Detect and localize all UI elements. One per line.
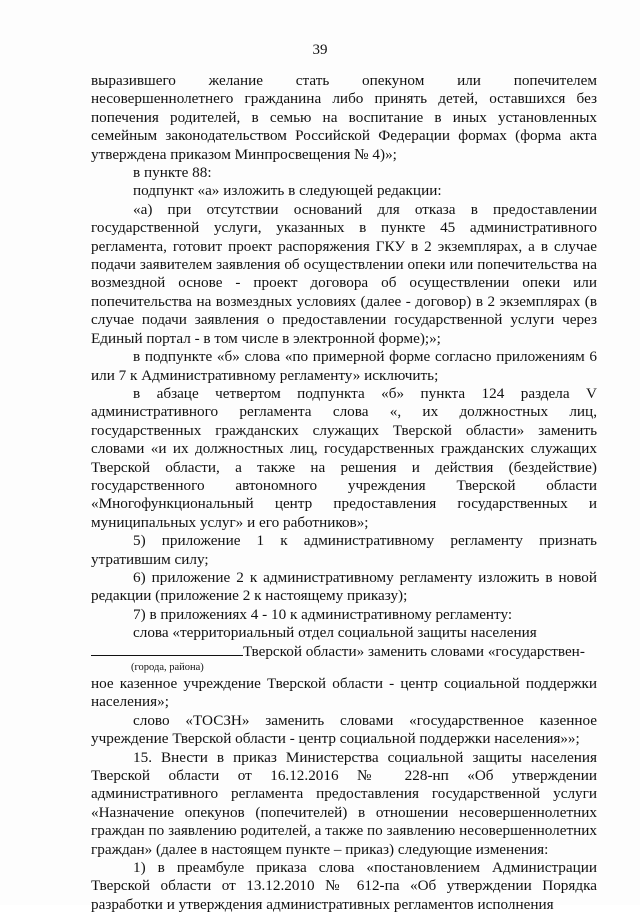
paragraph-kazennoe: ное казенное учреждение Тверской области - центр социальной поддержки населения»; bbox=[91, 675, 597, 711]
paragraph-item-88: в пункте 88: bbox=[133, 164, 212, 182]
paragraph-appendix-1: 5) приложение 1 к административному регламенту признать утратившим силу; bbox=[91, 532, 597, 568]
paragraph-replace-words: слова «территориальный отдел социальной защиты населения bbox=[133, 624, 537, 642]
paragraph-subitem-b: в подпункте «б» слова «по примерной форме согласно приложениям 6 или 7 к Административному регламенту» исключить; bbox=[91, 348, 597, 384]
paragraph-preamble: 1) в преамбуле приказа слова «постановлением Администрации Тверской области от 13.12.2010 № 612-па «Об утверждении Порядка разработки и утверждения административных регламентов исполнения bbox=[91, 859, 597, 913]
paragraph-item-124: в абзаце четвертом подпункта «б» пункта 124 раздела V административного регламента слова «, их должностных лиц, государственных гражданских служащих Тверской области» заменить словами «и их должностных лиц, государственных гражданских служащих Тверской области, а также на решения и действия (бездействие) государственного автономного учреждения Тверской области «Многофункциональный центр предоставления государственных и муниципальных услуг» и его работников»; bbox=[91, 384, 597, 531]
paragraph-toszn: слово «ТОСЗН» заменить словами «государственное казенное учреждение Тверской области - центр социальной поддержки населения»»; bbox=[91, 711, 597, 748]
paragraph-blank-line-row bbox=[91, 643, 597, 661]
paragraph-subitem-a-intro: подпункт «а» изложить в следующей редакции: bbox=[133, 182, 442, 200]
blank-line-caption: (города, района) bbox=[131, 662, 204, 673]
fill-in-blank-line bbox=[91, 643, 243, 656]
paragraph-continuation: выразившего желание стать опекуном или попечителем несовершеннолетнего гражданина либо принять детей, оставшихся без попечения родителей, в семью на воспитание в иных установленных семейным законодательством Российской Федерации формах (форма акта утверждена приказом Минпросвещения № 4)»; bbox=[91, 72, 597, 163]
paragraph-appendix-2: 6) приложение 2 к административному регламенту изложить в новой редакции (приложение 2 к настоящему приказу); bbox=[91, 568, 597, 605]
paragraph-appendices-4-10: 7) в приложениях 4 - 10 к административному регламенту: bbox=[133, 605, 513, 623]
document-body bbox=[91, 72, 597, 914]
page-number: 39 bbox=[312, 42, 328, 58]
paragraph-blank-line-text: Тверской области» заменить словами «государствен- bbox=[243, 642, 585, 660]
paragraph-subitem-a-text: «а) при отсутствии оснований для отказа в предоставлении государственной услуги, указанных в пункте 45 административного регламента, готовит проект распоряжения ГКУ в 2 экземплярах, а в случае подачи заявителем заявления об осуществлении опеки или попечительства на возмездной основе - проект договора об осуществлении опеки или попечительства на возмездных условиях (далее - договор) в 2 экземплярах (в случае подачи заявления о предоставлении государственной услуги через Единый портал - в том числе в электронной форме);»; bbox=[91, 200, 597, 347]
paragraph-item-15: 15. Внести в приказ Министерства социальной защиты населения Тверской области от 16.12.2016 № 228-нп «Об утверждении административного регламента предоставления государственной услуги «Назначение опекунов (попечителей) в отношении несовершеннолетних граждан по заявлению родителей, а также по заявлению несовершеннолетних граждан» (далее в настоящем пункте – приказ) следующие изменения: bbox=[91, 748, 597, 858]
